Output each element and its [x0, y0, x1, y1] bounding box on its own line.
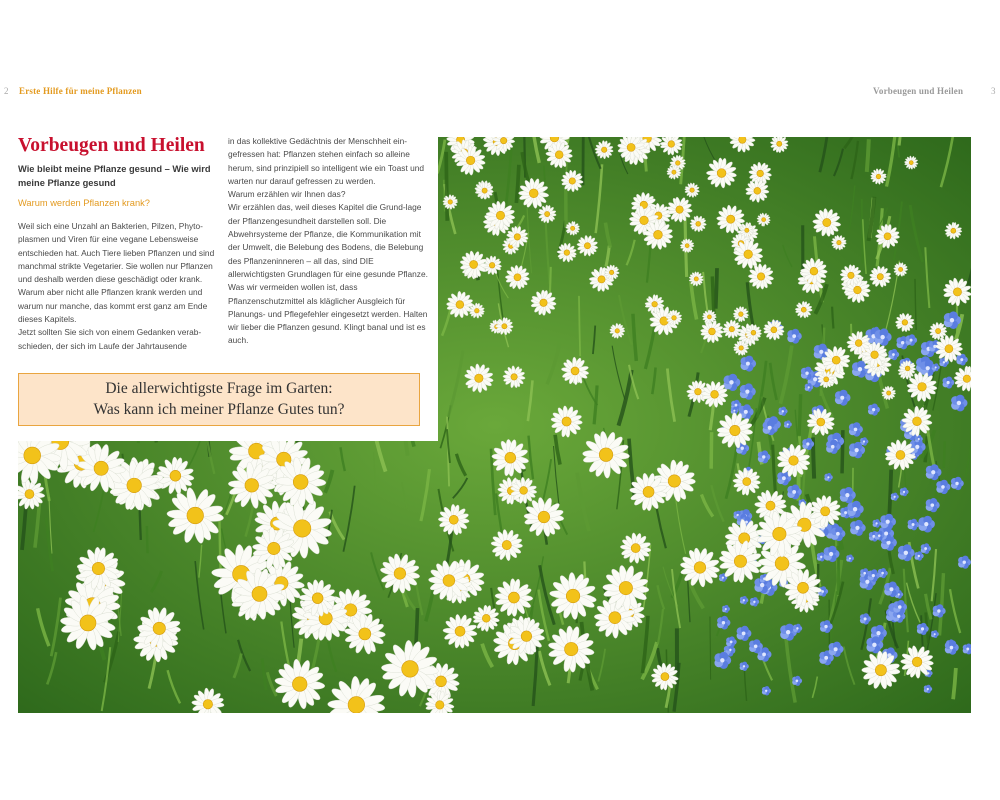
- page-subtitle: Wie bleibt meine Pflanze gesund – Wie wird meine Pflanze gesund: [18, 164, 211, 188]
- right-page-number: 3: [991, 86, 996, 96]
- text-column-2: [228, 135, 428, 348]
- left-page-number: 2: [4, 86, 9, 96]
- right-running-header: Vorbeugen und Heilen: [873, 86, 964, 96]
- paragraph: in das kollektive Gedächtnis der Menschheit ein-gefressen hat: Pflanzen stehen einfach so alleine herum, sind prinzipiell so intelligent wie ein Toast und warten nur darauf gefressen zu werden.: [228, 136, 425, 186]
- paragraph: Jetzt sollten Sie sich von einem Gedanken verab-schieden, der sich im Laufe der Jahrtausende: [18, 327, 202, 351]
- section-question: Warum werden Pflanzen krank?: [18, 198, 150, 208]
- paragraph: Wir erzählen das, weil dieses Kapitel die Grund-lage der Pflanzengesundheit darstellen soll. Die Abwehrsysteme der Pflanze, die Kommunikation mit der Umwelt, die Belebung des Bodens, die Belebung des Pflanzeninneren – all das, sind DIE allerwichtigsten Grundlagen für eine gesunde Pflanze. Was wir vermeiden wollen ist, dass Pflanzenschutzmittel als kläglicher Ausgleich für Planungs- und Pflegefehler eingesetzt werden. Halten wir lieber die Pflanzen gesund. Klingt banal und ist es auch.: [228, 202, 428, 346]
- page-title: Vorbeugen und Heilen: [18, 135, 205, 156]
- callout-line-2: Was kann ich meiner Pflanze Gutes tun?: [93, 401, 345, 418]
- paragraph: Weil sich eine Unzahl an Bakterien, Pilzen, Phyto-plasmen und Viren für eine vegane Lebensweise entschieden hat. Auch Tiere lieben Pflanzen und sind manchmal strikte Vegetarier. Sie wollen nur Pflanzen und deshalb werden diese geschädigt oder krank. Warum aber nicht alle Pflanzen krank werden und warum nur manche, das kommt erst ganz am Ende dieses Kapitels.: [18, 221, 215, 325]
- paragraph: Warum erzählen wir Ihnen das?: [228, 189, 346, 200]
- callout-box: [18, 373, 420, 426]
- callout-line-1: Die allerwichtigste Frage im Garten:: [105, 380, 333, 397]
- blue-flax-flower: [963, 644, 971, 655]
- left-running-header: Erste Hilfe für meine Pflanzen: [19, 86, 142, 96]
- text-column-1: [18, 220, 223, 353]
